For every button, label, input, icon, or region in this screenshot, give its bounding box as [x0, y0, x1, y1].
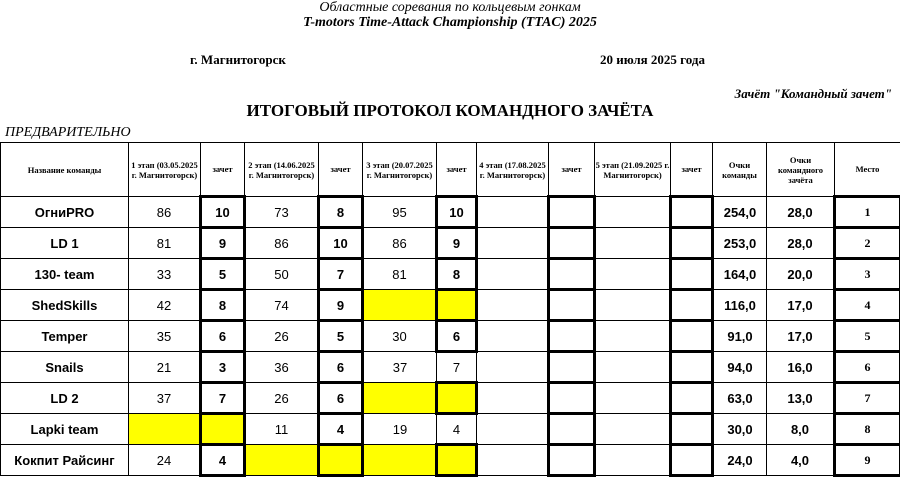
table-row [1, 197, 900, 228]
team-points: 30,0 [713, 414, 767, 445]
stage2-score: 11 [245, 414, 319, 445]
col-credit5: зачет [671, 143, 713, 197]
stage2-score: 73 [245, 197, 319, 228]
stage1-score: 42 [129, 290, 201, 321]
stage2-score: 74 [245, 290, 319, 321]
place-cell: 9 [835, 445, 900, 476]
table-row [1, 445, 900, 476]
stage5-credit [671, 197, 713, 228]
stage2-credit: 6 [319, 383, 363, 414]
team-name: Кокпит Райсинг [1, 445, 129, 476]
table-row [1, 352, 900, 383]
table-row [1, 290, 900, 321]
stage1-credit: 3 [201, 352, 245, 383]
stage2-credit [319, 445, 363, 476]
stage3-score [363, 445, 437, 476]
team-name: 130- team [1, 259, 129, 290]
credit-points: 13,0 [767, 383, 835, 414]
date-label: 20 июля 2025 года [600, 52, 705, 68]
stage5-score [595, 259, 671, 290]
credit-points: 28,0 [767, 228, 835, 259]
col-place: Место [835, 143, 900, 197]
table-body [1, 197, 900, 476]
table-row [1, 414, 900, 445]
credit-points: 20,0 [767, 259, 835, 290]
col-credit3: зачет [437, 143, 477, 197]
credit-points: 28,0 [767, 197, 835, 228]
place-cell: 4 [835, 290, 900, 321]
stage2-credit: 5 [319, 321, 363, 352]
credit-points: 4,0 [767, 445, 835, 476]
stage2-credit: 4 [319, 414, 363, 445]
stage5-score [595, 445, 671, 476]
stage4-score [477, 259, 549, 290]
team-points: 253,0 [713, 228, 767, 259]
stage4-score [477, 445, 549, 476]
team-points: 254,0 [713, 197, 767, 228]
stage1-credit: 7 [201, 383, 245, 414]
stage5-score [595, 352, 671, 383]
stage3-score: 81 [363, 259, 437, 290]
city-label: г. Магнитогорск [190, 52, 286, 68]
stage3-credit [437, 445, 477, 476]
col-credit1: зачет [201, 143, 245, 197]
place-cell: 7 [835, 383, 900, 414]
stage5-credit [671, 259, 713, 290]
col-stage3: 3 этап (20.07.2025 г. Магнитогорск) [363, 143, 437, 197]
stage3-score: 30 [363, 321, 437, 352]
stage5-score [595, 197, 671, 228]
team-points: 63,0 [713, 383, 767, 414]
stage3-score [363, 383, 437, 414]
stage4-score [477, 352, 549, 383]
credit-points: 17,0 [767, 321, 835, 352]
stage4-credit [549, 352, 595, 383]
stage1-score: 81 [129, 228, 201, 259]
stage5-credit [671, 352, 713, 383]
col-credit4: зачет [549, 143, 595, 197]
stage2-score: 86 [245, 228, 319, 259]
stage5-credit [671, 290, 713, 321]
stage1-score: 37 [129, 383, 201, 414]
stage1-credit: 8 [201, 290, 245, 321]
stage4-credit [549, 290, 595, 321]
stage3-credit [437, 290, 477, 321]
stage2-score: 50 [245, 259, 319, 290]
stage2-credit: 8 [319, 197, 363, 228]
stage4-credit [549, 445, 595, 476]
place-cell: 5 [835, 321, 900, 352]
stage2-score: 26 [245, 383, 319, 414]
team-name: ОгниPRO [1, 197, 129, 228]
subtitle: Областные соревания по кольцевым гонкам [0, 0, 900, 16]
stage1-score: 33 [129, 259, 201, 290]
stage2-credit: 7 [319, 259, 363, 290]
stage5-credit [671, 321, 713, 352]
stage4-credit [549, 414, 595, 445]
stage3-score: 95 [363, 197, 437, 228]
table-row [1, 321, 900, 352]
col-stage2: 2 этап (14.06.2025 г. Магнитогорск) [245, 143, 319, 197]
place-cell: 3 [835, 259, 900, 290]
stage1-score: 21 [129, 352, 201, 383]
stage4-score [477, 197, 549, 228]
team-points: 116,0 [713, 290, 767, 321]
stage1-score [129, 414, 201, 445]
table-row [1, 259, 900, 290]
stage4-credit [549, 228, 595, 259]
credit-points: 8,0 [767, 414, 835, 445]
stage1-credit: 5 [201, 259, 245, 290]
stage1-credit: 4 [201, 445, 245, 476]
col-credit-points: Очки командного зачёта [767, 143, 835, 197]
stage3-credit [437, 383, 477, 414]
team-points: 94,0 [713, 352, 767, 383]
stage1-score: 86 [129, 197, 201, 228]
stage4-score [477, 321, 549, 352]
table-row [1, 228, 900, 259]
stage3-credit: 4 [437, 414, 477, 445]
stage4-credit [549, 321, 595, 352]
scope-label: Зачёт "Командный зачет" [735, 86, 892, 102]
team-points: 164,0 [713, 259, 767, 290]
table-header [1, 143, 900, 197]
col-credit2: зачет [319, 143, 363, 197]
stage1-credit: 6 [201, 321, 245, 352]
stage2-credit: 10 [319, 228, 363, 259]
place-cell: 1 [835, 197, 900, 228]
status-label: ПРЕДВАРИТЕЛЬНО [5, 125, 131, 141]
team-name: LD 2 [1, 383, 129, 414]
table-row [1, 383, 900, 414]
stage5-score [595, 290, 671, 321]
stage4-score [477, 228, 549, 259]
team-points: 24,0 [713, 445, 767, 476]
place-cell: 8 [835, 414, 900, 445]
stage2-credit: 6 [319, 352, 363, 383]
page-title: ИТОГОВЫЙ ПРОТОКОЛ КОМАНДНОГО ЗАЧЁТА [0, 101, 900, 121]
team-points: 91,0 [713, 321, 767, 352]
col-team: Название команды [1, 143, 129, 197]
stage5-credit [671, 445, 713, 476]
stage5-score [595, 228, 671, 259]
col-stage4: 4 этап (17.08.2025 г. Магнитогорск) [477, 143, 549, 197]
stage2-score: 36 [245, 352, 319, 383]
place-cell: 6 [835, 352, 900, 383]
stage3-score: 86 [363, 228, 437, 259]
stage4-credit [549, 259, 595, 290]
stage1-score: 24 [129, 445, 201, 476]
stage5-credit [671, 383, 713, 414]
team-name: Snails [1, 352, 129, 383]
stage4-score [477, 414, 549, 445]
team-name: ShedSkills [1, 290, 129, 321]
stage1-credit [201, 414, 245, 445]
stage3-credit: 10 [437, 197, 477, 228]
stage3-credit: 8 [437, 259, 477, 290]
stage4-score [477, 383, 549, 414]
place-cell: 2 [835, 228, 900, 259]
results-table [0, 142, 900, 477]
stage4-credit [549, 383, 595, 414]
stage4-credit [549, 197, 595, 228]
stage1-credit: 9 [201, 228, 245, 259]
stage3-score [363, 290, 437, 321]
stage1-credit: 10 [201, 197, 245, 228]
credit-points: 17,0 [767, 290, 835, 321]
stage3-credit: 9 [437, 228, 477, 259]
stage2-score: 26 [245, 321, 319, 352]
credit-points: 16,0 [767, 352, 835, 383]
stage1-score: 35 [129, 321, 201, 352]
stage5-credit [671, 228, 713, 259]
stage2-score [245, 445, 319, 476]
stage3-score: 19 [363, 414, 437, 445]
stage3-score: 37 [363, 352, 437, 383]
stage5-score [595, 414, 671, 445]
team-name: Lapki team [1, 414, 129, 445]
col-stage5: 5 этап (21.09.2025 г. Магнитогорск) [595, 143, 671, 197]
team-name: Temper [1, 321, 129, 352]
col-team-points: Очки команды [713, 143, 767, 197]
stage5-score [595, 321, 671, 352]
stage3-credit: 7 [437, 352, 477, 383]
col-stage1: 1 этап (03.05.2025 г. Магнитогорск) [129, 143, 201, 197]
stage2-credit: 9 [319, 290, 363, 321]
stage5-credit [671, 414, 713, 445]
stage5-score [595, 383, 671, 414]
championship-title: T-motors Time-Attack Championship (TTAC) 2025 [0, 15, 900, 31]
stage3-credit: 6 [437, 321, 477, 352]
team-name: LD 1 [1, 228, 129, 259]
stage4-score [477, 290, 549, 321]
